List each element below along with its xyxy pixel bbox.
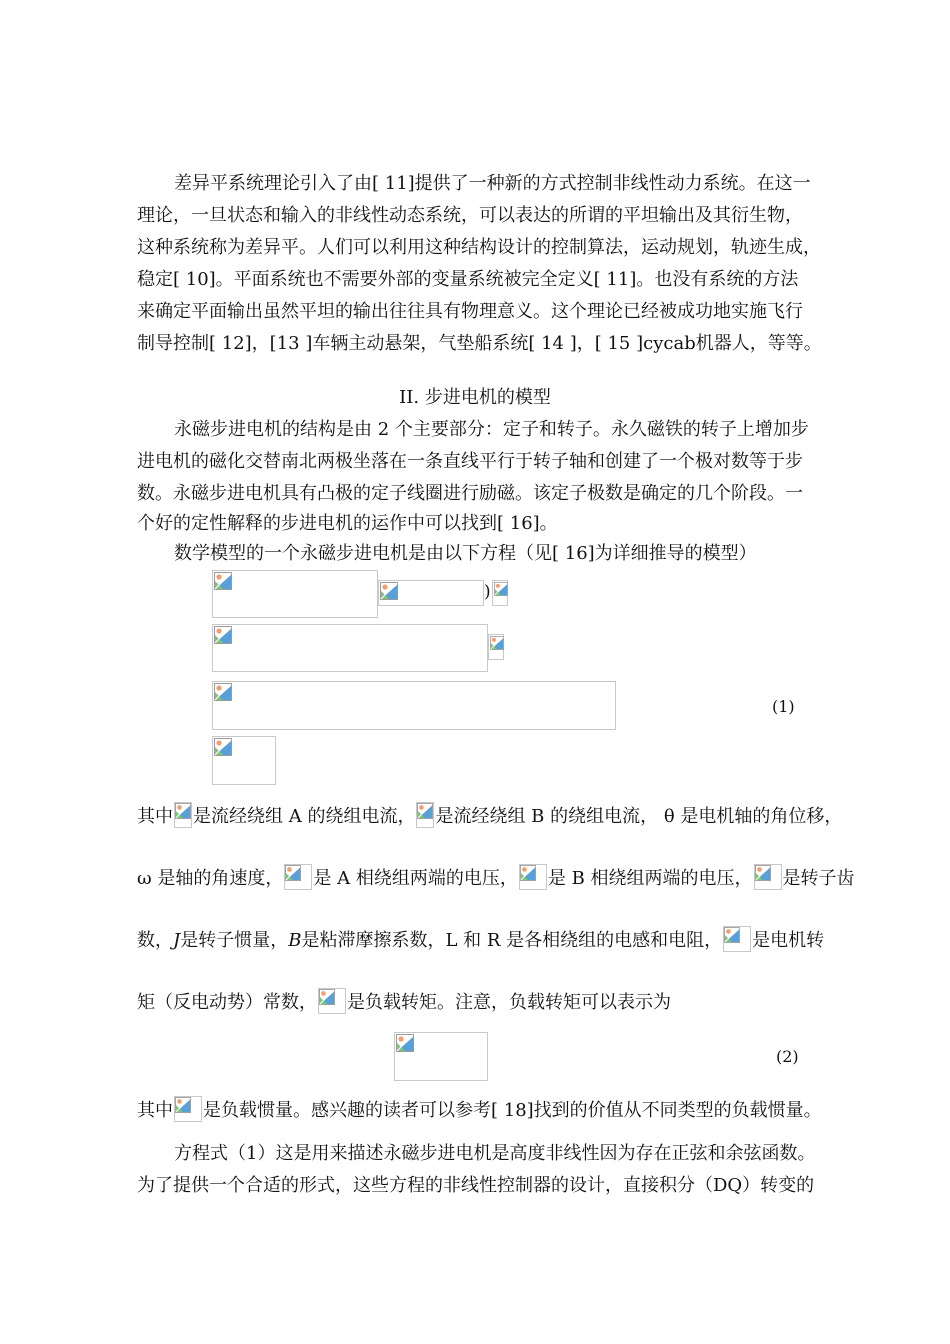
broken-image-icon — [724, 927, 740, 943]
broken-image-icon — [214, 626, 232, 644]
broken-image-icon — [494, 582, 508, 596]
where-text: θ 是电机轴的角位移， — [663, 806, 843, 827]
para1-line1: 差异平系统理论引入了由[ 11]提供了一种新的方式控制非线性动力系统。在这一 — [174, 173, 811, 194]
para4-line1: 方程式（1）这是用来描述永磁步进电机是高度非线性因为存在正弦和余弦函数。 — [174, 1143, 816, 1164]
para3: 数学模型的一个永磁步进电机是由以下方程（见[ 16]为详细推导的模型） — [174, 543, 757, 564]
equation-number: (1) — [772, 697, 795, 716]
para1-line4: 稳定[ 10]。平面系统也不需要外部的变量系统被完全定义[ 11]。也没有系统的方法 — [137, 269, 799, 290]
equation-image — [212, 736, 276, 785]
equation-paren: ) — [484, 582, 491, 602]
broken-image-icon — [175, 803, 191, 819]
para1-line2: 理论，一旦状态和输入的非线性动态系统，可以表达的所谓的平坦输出及其衍生物， — [137, 205, 803, 226]
where-line2 — [137, 866, 855, 892]
inline-formula-image — [723, 926, 751, 952]
where-text: 矩（反电动势）常数， — [137, 992, 317, 1013]
where-text: 数， — [137, 930, 173, 951]
broken-image-icon — [214, 572, 232, 590]
broken-image-icon — [417, 803, 433, 819]
equation-image — [212, 570, 378, 618]
broken-image-icon — [214, 683, 232, 701]
inline-formula-image — [519, 864, 547, 890]
para1-line6: 制导控制[ 12]，[13 ]车辆主动悬架，气垫船系统[ 14 ]，[ 15 ]cycab机器人，等等。 — [137, 333, 822, 354]
where-line4 — [137, 990, 671, 1016]
para1-line5: 来确定平面输出虽然平坦的输出往往具有物理意义。这个理论已经被成功地实施飞行 — [137, 301, 803, 322]
broken-image-icon — [490, 636, 504, 650]
where-text: 是流经绕组 B 的绕组电流， — [435, 806, 659, 827]
equation-number: (2) — [776, 1047, 799, 1066]
where-text: ω 是轴的角速度， — [137, 868, 284, 889]
equation-image — [394, 1032, 488, 1081]
para2-line2: 进电机的磁化交替南北两极坐落在一条直线平行于转子轴和创建了一个极对数等于步 — [137, 451, 803, 472]
where-text: 是转子齿 — [782, 868, 855, 889]
para2-line1: 永磁步进电机的结构是由 2 个主要部分：定子和转子。永久磁铁的转子上增加步 — [174, 419, 809, 440]
where-text: 是负载转矩。注意，负载转矩可以表示为 — [347, 992, 671, 1013]
where-text: 是 B 相绕组两端的电压， — [547, 868, 753, 889]
inline-formula-image — [284, 864, 312, 890]
equation-image — [378, 580, 484, 606]
where-line3 — [137, 928, 824, 954]
where-text: 是 A 相绕组两端的电压， — [313, 868, 518, 889]
where-line1 — [137, 804, 842, 830]
equation-image — [492, 580, 508, 606]
broken-image-icon — [175, 1097, 191, 1113]
after-eq2-line — [137, 1098, 822, 1124]
equation-image — [212, 681, 616, 730]
para2-line4: 个好的定性解释的步进电机的运作中可以找到[ 16]。 — [137, 513, 558, 534]
inline-formula-image — [318, 988, 346, 1014]
para2-line3: 数。永磁步进电机具有凸极的定子线圈进行励磁。该定子极数是确定的几个阶段。一 — [137, 483, 803, 504]
broken-image-icon — [319, 989, 335, 1005]
symbol-j: J — [173, 930, 181, 951]
broken-image-icon — [755, 865, 771, 881]
where-text: 是粘滞摩擦系数，L 和 R 是各相绕组的电感和电阻， — [301, 930, 723, 951]
broken-image-icon — [214, 738, 232, 756]
where-text: 是电机转 — [752, 930, 825, 951]
where-text: 其中 — [137, 806, 173, 827]
broken-image-icon — [520, 865, 536, 881]
inline-formula-image — [754, 864, 782, 890]
inline-formula-image — [174, 802, 192, 828]
para4-line2: 为了提供一个合适的形式，这些方程的非线性控制器的设计，直接积分（DQ）转变的 — [137, 1175, 815, 1196]
where-text: 是负载惯量。感兴趣的读者可以参考[ 18]找到的价值从不同类型的负载惯量。 — [203, 1100, 822, 1121]
inline-formula-image — [174, 1096, 202, 1122]
section-heading: II. 步进电机的模型 — [399, 387, 551, 408]
para1-line3: 这种系统称为差异平。人们可以利用这种结构设计的控制算法，运动规划，轨迹生成， — [137, 237, 821, 258]
equation-image — [212, 624, 488, 672]
where-text: 是流经绕组 A 的绕组电流， — [193, 806, 416, 827]
broken-image-icon — [380, 582, 398, 600]
symbol-b: B — [288, 930, 302, 951]
broken-image-icon — [396, 1034, 414, 1052]
broken-image-icon — [285, 865, 301, 881]
inline-formula-image — [416, 802, 434, 828]
where-text: 是转子惯量， — [180, 930, 289, 951]
equation-image — [488, 634, 504, 660]
where-text: 其中 — [137, 1100, 173, 1121]
